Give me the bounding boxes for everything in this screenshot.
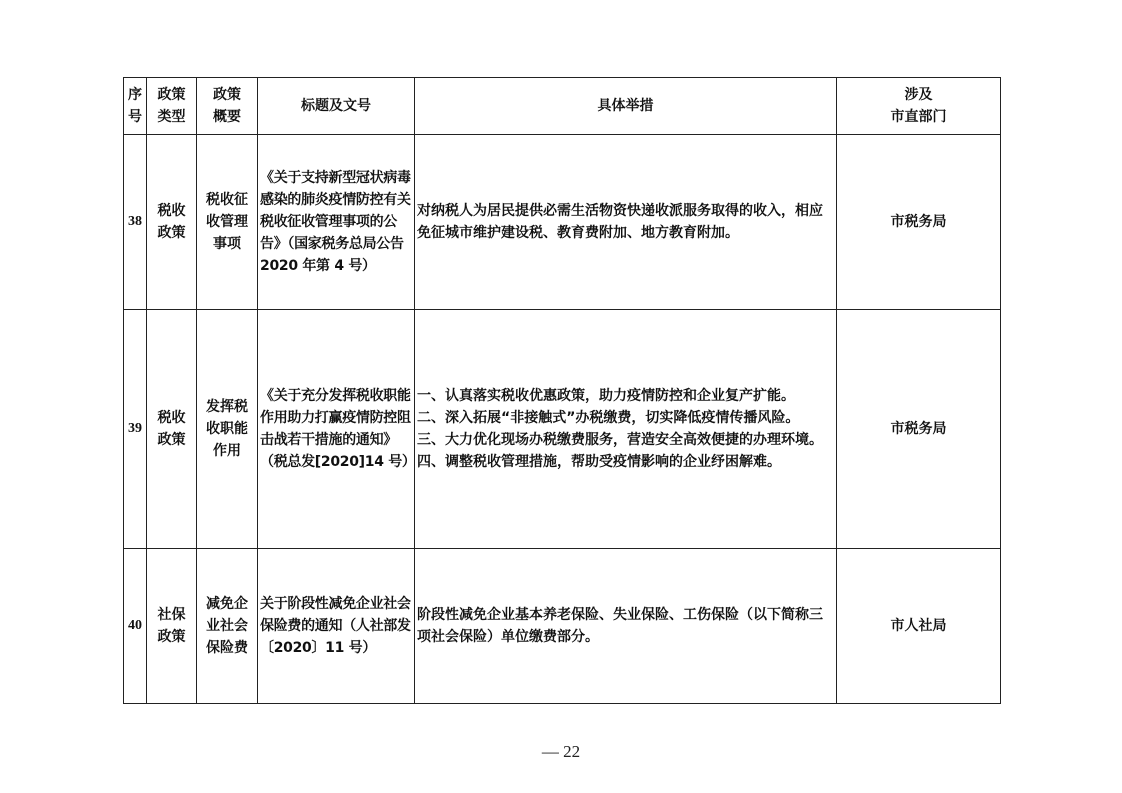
measure-line: 对纳税人为居民提供必需生活物资快递收派服务取得的收入，相应免征城市维护建设税、教育费附加、地方教育附加。 xyxy=(417,203,823,241)
row-type: 税收政策 xyxy=(147,310,197,549)
row-measures xyxy=(415,310,837,549)
header-dept xyxy=(837,78,1001,135)
row-type: 社保政策 xyxy=(147,549,197,704)
measure-line: 二、深入拓展“非接触式”办税缴费，切实降低疫情传播风险。 xyxy=(417,410,800,426)
policy-table xyxy=(123,77,1001,704)
header-type: 政策类型 xyxy=(147,78,197,135)
measure-line: 一、认真落实税收优惠政策，助力疫情防控和企业复产扩能。 xyxy=(417,388,795,404)
table-row xyxy=(124,549,1001,704)
measure-line: 三、大力优化现场办税缴费服务，营造安全高效便捷的办理环境。 xyxy=(417,432,823,448)
row-summary: 减免企业社会保险费 xyxy=(197,549,258,704)
row-summary: 发挥税收职能作用 xyxy=(197,310,258,549)
header-measures: 具体举措 xyxy=(415,78,837,135)
table-header-row xyxy=(124,78,1001,135)
row-seq: 39 xyxy=(124,310,147,549)
header-seq: 序号 xyxy=(124,78,147,135)
header-dept-line1: 涉及 xyxy=(904,87,933,103)
measure-line: 四、调整税收管理措施，帮助受疫情影响的企业纾困解难。 xyxy=(417,454,781,470)
row-measures xyxy=(415,549,837,704)
header-summary: 政策概要 xyxy=(197,78,258,135)
row-measures xyxy=(415,135,837,310)
row-title: 关于阶段性减免企业社会保险费的通知（人社部发〔2020〕11 号） xyxy=(258,549,415,704)
table-row xyxy=(124,135,1001,310)
measure-line: 阶段性减免企业基本养老保险、失业保险、工伤保险（以下简称三项社会保险）单位缴费部分。 xyxy=(417,607,823,645)
row-dept: 市人社局 xyxy=(837,549,1001,704)
row-title: 《关于支持新型冠状病毒感染的肺炎疫情防控有关税收征收管理事项的公告》（国家税务总局公告 2020 年第 4 号） xyxy=(258,135,415,310)
row-title: 《关于充分发挥税收职能作用助力打赢疫情防控阻击战若干措施的通知》（税总发[2020]14 号） xyxy=(258,310,415,549)
header-title: 标题及文号 xyxy=(258,78,415,135)
page-number: — 22 xyxy=(541,742,581,761)
row-dept: 市税务局 xyxy=(837,135,1001,310)
header-dept-line2: 市直部门 xyxy=(890,109,947,125)
row-type: 税收政策 xyxy=(147,135,197,310)
table-row xyxy=(124,310,1001,549)
row-seq: 38 xyxy=(124,135,147,310)
row-dept: 市税务局 xyxy=(837,310,1001,549)
row-seq: 40 xyxy=(124,549,147,704)
row-summary: 税收征收管理事项 xyxy=(197,135,258,310)
